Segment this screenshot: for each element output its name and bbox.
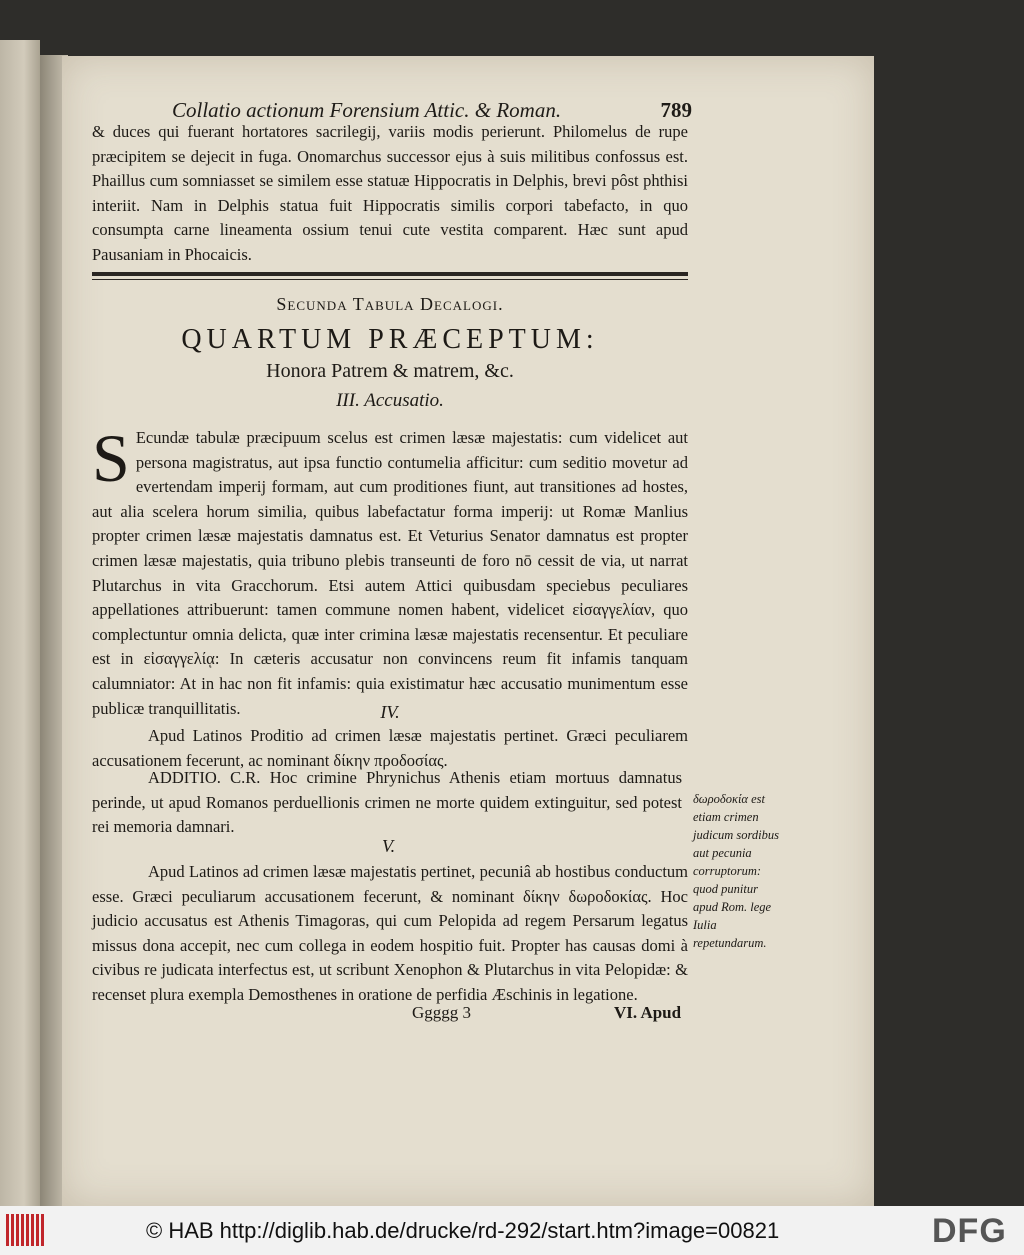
subhead-iv: IV. (380, 702, 400, 722)
running-head-title: Collatio actionum Forensium Attic. & Roman. (172, 98, 562, 122)
catchword: VI. Apud (614, 1003, 682, 1022)
previous-page-edge (0, 40, 40, 1206)
section-subtitle: Honora Patrem & matrem, &c. (266, 360, 514, 382)
additio-paragraph: ADDITIO. C.R. Hoc crimine Phrynichus Athenis etiam mortuus damnatus perinde, ut apud Romanos perduellionis crimen ne morte quidem extinguitur, sed potest rei memoria damnari. (92, 768, 682, 837)
dfg-logo: DFG (932, 1212, 1007, 1250)
section-heading: Secunda Tabula Decalogi. (276, 294, 504, 314)
paragraph-v: Apud Latinos ad crimen læsæ majestatis pertinet, pecuniâ ab hostibus conductum esse. Græci peculiarum accusationem fecerunt, & nominant δίκην δωροδοκίας. Hoc judicio accusatus est Athenis Timagoras, qui cum Pelopida ad regem Persarum legatus missus dona accepit, nec cum collega in eodem hospitio fuit. Propter has causas domi à civibus re judicata interfectus est, ut scribunt Xenophon & Plutarchus in vita Pelopidæ: & recenset plura exempla Demosthenes in oratione de perfidia Æschinis in legatione. (92, 862, 688, 1004)
subhead-v: V. (382, 836, 396, 856)
barcode-icon (6, 1214, 46, 1246)
paragraph-iv: Apud Latinos Proditio ad crimen læsæ majestatis pertinet. Græci peculiarem accusationem fecerunt, ac nominant δίκην προδοσίας. (92, 726, 688, 770)
paragraph-iii-text: Ecundæ tabulæ præcipuum scelus est crimen læsæ majestatis: cum videlicet aut persona magistratus, aut ipsa functio contumelia afficitur: cum seditio movetur ad evertendam imperij formam, aut cum proditiones fiunt, aut transitiones ad hostes, aut alia scelera horum similia, quibus labefactatur forma imperij: ut Romæ Manlius propter crimen læsæ majestatis damnatus est. Et Veturius Senator damnatus est propter crimen læsæ majestatis, quia tribuno plebis transeunti de foro nō cessit de via, ut narrat Plutarchus in vita Gracchorum. Etsi autem Attici quibusdam speciebus peculiares appellationes attribuerunt: tamen commune nomen habent, videlicet εἰσαγγελίαν, quo complectuntur omnia delicta, quæ inter crimina læsæ majestatis recensentur. Et peculiare est in εἰσαγγελίᾳ: In cæteris accusatur non convincens reum fit infamis tanquam calumniator: At in hac non fit infamis: quia existimatur hæc accusatio munimentum esse publicæ tranquillitatis. (92, 428, 688, 718)
credit-link[interactable]: © HAB http://diglib.hab.de/drucke/rd-292/start.htm?image=00821 (146, 1218, 780, 1243)
section-rule-thin (92, 279, 688, 280)
drop-cap: S (92, 420, 130, 496)
paragraph-iii (92, 420, 688, 721)
signature-mark: Ggggg 3 (412, 1003, 472, 1022)
subhead-iii: III. Accusatio. (336, 390, 444, 411)
section-rule-thick (92, 272, 688, 276)
section-title: QUARTUM PRÆCEPTUM: (181, 324, 599, 355)
intro-paragraph: & duces qui fuerant hortatores sacrilegij, variis modis perierunt. Philomelus de rupe præcipitem se dejecit in fuga. Onomarchus successor ejus à suis militibus confossus est. Phaillus cum somniasset se similem esse statuæ Hippocratis in Delphis, brevi pôst phthisi interiit. Nam in Delphis statua fuit Hippocratis similis corpori tabefacto, in quo consumpta carne lineamenta ossium tenui cute vestita comparent. Hæc sunt apud Pausaniam in Phocaicis. (92, 122, 688, 264)
margin-note: δωροδοκία est etiam crimen judicum sordibus aut pecunia corruptorum: quod punitur apud Rom. lege Iulia repetundarum. (693, 792, 779, 950)
page-number: 789 (660, 98, 692, 122)
